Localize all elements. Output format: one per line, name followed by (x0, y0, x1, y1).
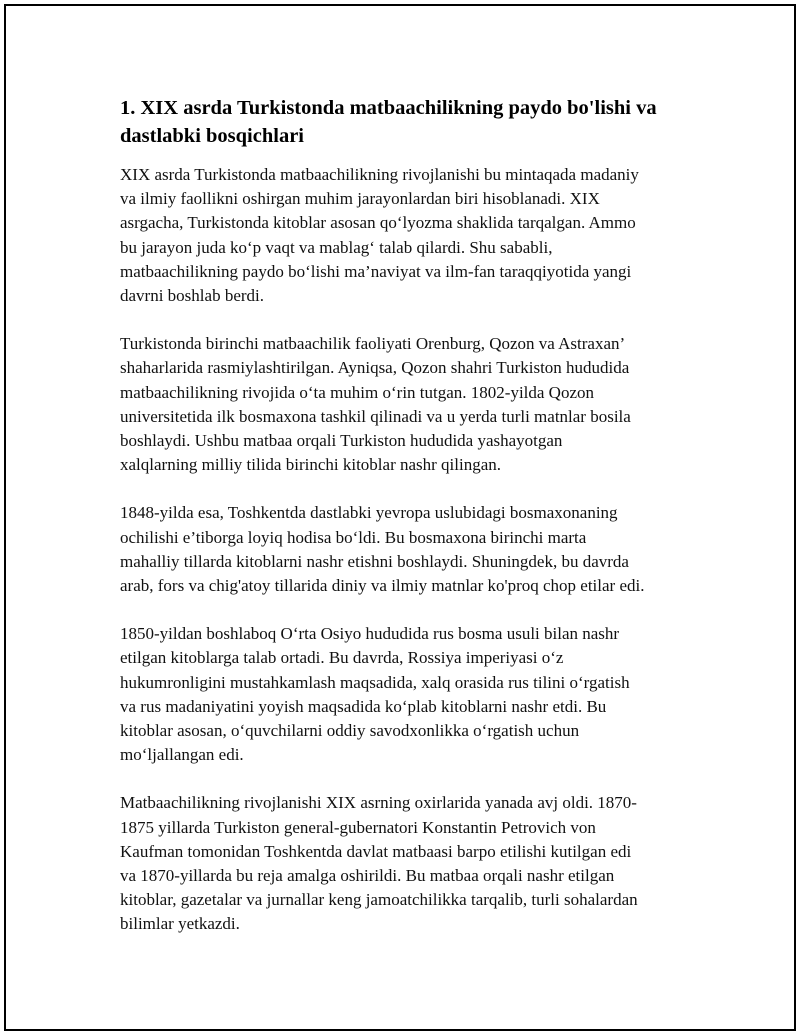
paragraph-2 (120, 332, 695, 477)
text-line: matbaachilikning paydo bo‘lishi ma’naviyat va ilm-fan taraqqiyotida yangi (120, 261, 632, 281)
text-line: ochilishi e’tiborga loyiq hodisa bo‘ldi. Bu bosmaxona birinchi marta (120, 527, 587, 547)
text-line: bilimlar yetkazdi. (120, 914, 240, 934)
heading-line: 1. XIX asrda Turkistonda matbaachilikning paydo bo'lishi va (120, 97, 657, 119)
text-line: mahalliy tillarda kitoblarni nashr etishni boshlaydi. Shuningdek, bu davrda (120, 551, 629, 571)
text-line: kitoblar, gazetalar va jurnallar keng jamoatchilikka tarqalib, turli sohalardan (120, 890, 638, 910)
text-line: va rus madaniyatini yoyish maqsadida ko‘plab kitoblarni nashr etdi. Bu (120, 696, 607, 716)
text-line: va 1870-yillarda bu reja amalga oshirildi. Bu matbaa orqali nashr etilgan (120, 866, 615, 886)
paragraph-5 (120, 791, 695, 936)
text-line: hukumronligini mustahkamlash maqsadida, xalq orasida rus tilini o‘rgatish (120, 672, 630, 692)
text-line: XIX asrda Turkistonda matbaachilikning rivojlanishi bu mintaqada madaniy (120, 165, 639, 184)
text-line: xalqlarning milliy tilida birinchi kitoblar nashr qilingan. (120, 455, 502, 475)
text-line: davrni boshlab berdi. (120, 286, 264, 306)
text-line: etilgan kitoblarga talab ortadi. Bu davrda, Rossiya imperiyasi o‘z (120, 648, 564, 668)
page-frame (4, 4, 796, 1031)
heading-line: dastlabki bosqichlari (120, 125, 304, 147)
text-line: universitetida ilk bosmaxona tashkil qilinadi va u yerda turli matnlar bosila (120, 406, 631, 426)
text-line: Kaufman tomonidan Toshkentda davlat matbaasi barpo etilishi kutilgan edi (120, 841, 632, 861)
text-line: Matbaachilikning rivojlanishi XIX asrning oxirlarida yanada avj oldi. 1870- (120, 793, 637, 813)
text-line: boshlaydi. Ushbu matbaa orqali Turkiston hududida yashayotgan (120, 431, 563, 451)
text-line: arab, fors va chig'atoy tillarida diniy va ilmiy matnlar ko'proq chop etilar edi. (120, 576, 645, 596)
text-line: shaharlarida rasmiylashtirilgan. Ayniqsa, Qozon shahri Turkiston hududida (120, 358, 630, 378)
text-line: matbaachilikning rivojida o‘ta muhim o‘rin tutgan. 1802-yilda Qozon (120, 382, 595, 402)
text-line: Turkistonda birinchi matbaachilik faoliyati Orenburg, Qozon va Astraxan’ (120, 334, 626, 354)
text-line: asrgacha, Turkistonda kitoblar asosan qo‘lyozma shaklida tarqalgan. Ammo (120, 213, 636, 233)
text-line: kitoblar asosan, o‘quvchilarni oddiy savodxonlikka o‘rgatish uchun (120, 721, 580, 741)
text-line: mo‘ljallangan edi. (120, 745, 244, 765)
text-line: 1848-yilda esa, Toshkentda dastlabki yevropa uslubidagi bosmaxonaning (120, 503, 618, 523)
section-heading (120, 94, 695, 150)
text-line: 1850-yildan boshlaboq O‘rta Osiyo hududida rus bosma usuli bilan nashr (120, 624, 620, 644)
text-line: 1875 yillarda Turkiston general-gubernatori Konstantin Petrovich von (120, 817, 596, 837)
text-line: va ilmiy faollikni oshirgan muhim jarayonlardan biri hisoblanadi. XIX (120, 189, 600, 209)
paragraph-4 (120, 622, 695, 767)
document-body (120, 94, 695, 961)
paragraph-1 (120, 163, 695, 308)
paragraph-3 (120, 501, 695, 598)
text-line: bu jarayon juda ko‘p vaqt va mablag‘ talab qilardi. Shu sababli, (120, 237, 553, 257)
